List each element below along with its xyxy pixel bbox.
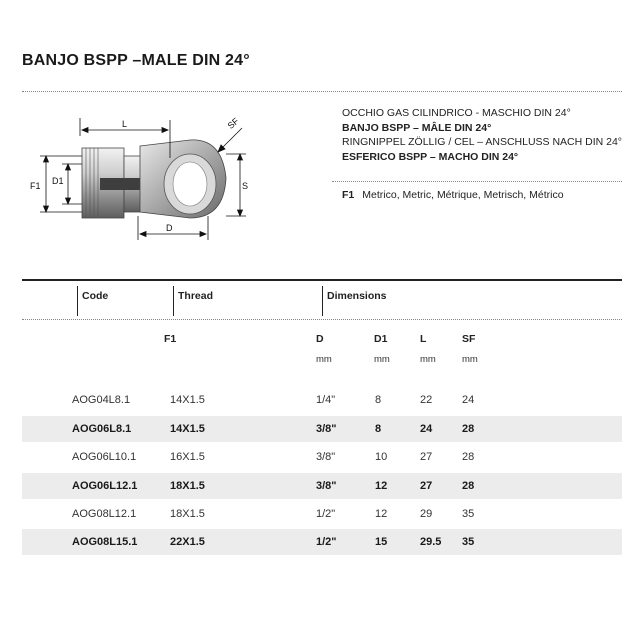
cell-d: 1/4" xyxy=(316,394,336,406)
cell-d: 1/2" xyxy=(316,508,336,520)
cell-l: 29.5 xyxy=(420,536,442,548)
dim-label-f1: F1 xyxy=(30,181,41,191)
cell-code: AOG08L12.1 xyxy=(72,508,137,520)
cell-code: AOG04L8.1 xyxy=(72,394,131,406)
table-row xyxy=(22,529,622,555)
desc-line-es: ESFERICO BSPP – MACHO DIN 24° xyxy=(342,150,519,163)
desc-divider xyxy=(332,181,622,182)
table-top-rule xyxy=(22,279,622,281)
header-dimensions: Dimensions xyxy=(327,290,387,302)
f1-note xyxy=(342,189,564,201)
cell-d1: 8 xyxy=(375,423,382,435)
dim-label-d: D xyxy=(166,223,173,233)
desc-line-de: RINGNIPPEL ZÖLLIG / CEL – ANSCHLUSS NACH DIN 24° xyxy=(342,136,623,148)
header-code: Code xyxy=(82,290,109,302)
cell-code: AOG08L15.1 xyxy=(72,536,138,548)
subheader-d1: D1 xyxy=(374,333,388,345)
cell-sf: 28 xyxy=(462,423,475,435)
unit-l: mm xyxy=(420,354,436,365)
cell-thread: 14X1.5 xyxy=(170,423,205,435)
cell-d: 1/2" xyxy=(316,536,337,548)
subheader-d: D xyxy=(316,333,324,345)
cell-d1: 12 xyxy=(375,480,388,492)
dim-label-d1: D1 xyxy=(52,176,64,186)
cell-sf: 28 xyxy=(462,480,475,492)
subheader-l: L xyxy=(420,333,427,345)
cell-l: 27 xyxy=(420,451,433,463)
cell-l: 22 xyxy=(420,394,433,406)
subheader-sf: SF xyxy=(462,333,476,345)
header-divider xyxy=(22,319,622,320)
cell-d1: 12 xyxy=(375,508,388,520)
table-row xyxy=(22,444,622,470)
cell-code: AOG06L12.1 xyxy=(72,480,138,492)
cell-sf: 28 xyxy=(462,451,475,463)
header-thread: Thread xyxy=(178,290,214,302)
cell-thread: 16X1.5 xyxy=(170,451,205,463)
col-sep-code xyxy=(77,286,78,316)
f1-note-text: Metrico, Metric, Métrique, Metrisch, Métrico xyxy=(362,189,564,201)
desc-line-it: OCCHIO GAS CILINDRICO - MASCHIO DIN 24° xyxy=(342,107,571,119)
table-row xyxy=(22,416,622,442)
subheader-f1: F1 xyxy=(164,333,177,345)
cell-thread: 18X1.5 xyxy=(170,480,205,492)
table-row xyxy=(22,473,622,499)
cell-d1: 15 xyxy=(375,536,388,548)
dim-label-l: L xyxy=(122,119,128,129)
unit-sf: mm xyxy=(462,354,478,365)
cell-d1: 8 xyxy=(375,394,382,406)
cell-d: 3/8" xyxy=(316,480,337,492)
cell-sf: 35 xyxy=(462,536,475,548)
unit-d1: mm xyxy=(374,354,390,365)
product-description xyxy=(342,106,622,164)
cell-thread: 22X1.5 xyxy=(170,536,205,548)
page-title: BANJO BSPP –MALE DIN 24° xyxy=(22,52,250,69)
title-divider xyxy=(22,91,622,92)
cell-thread: 14X1.5 xyxy=(170,394,205,406)
f1-note-label: F1 xyxy=(342,189,355,201)
dim-label-s: S xyxy=(242,181,249,191)
cell-thread: 18X1.5 xyxy=(170,508,205,520)
unit-d: mm xyxy=(316,354,332,365)
cell-sf: 24 xyxy=(462,394,475,406)
cell-code: AOG06L8.1 xyxy=(72,423,132,435)
col-sep-thread xyxy=(173,286,174,316)
cell-code: AOG06L10.1 xyxy=(72,451,137,463)
dim-label-sf: SF xyxy=(225,115,241,131)
table-row xyxy=(22,387,622,413)
cell-l: 29 xyxy=(420,508,433,520)
table-row xyxy=(22,501,622,527)
col-sep-dimensions xyxy=(322,286,323,316)
cell-l: 27 xyxy=(420,480,433,492)
banjo-fitting-drawing xyxy=(30,112,300,252)
cell-d: 3/8" xyxy=(316,423,337,435)
cell-d1: 10 xyxy=(375,451,388,463)
cell-l: 24 xyxy=(420,423,433,435)
cell-sf: 35 xyxy=(462,508,475,520)
cell-d: 3/8" xyxy=(316,451,336,463)
desc-line-en: BANJO BSPP – MÂLE DIN 24° xyxy=(342,121,492,134)
